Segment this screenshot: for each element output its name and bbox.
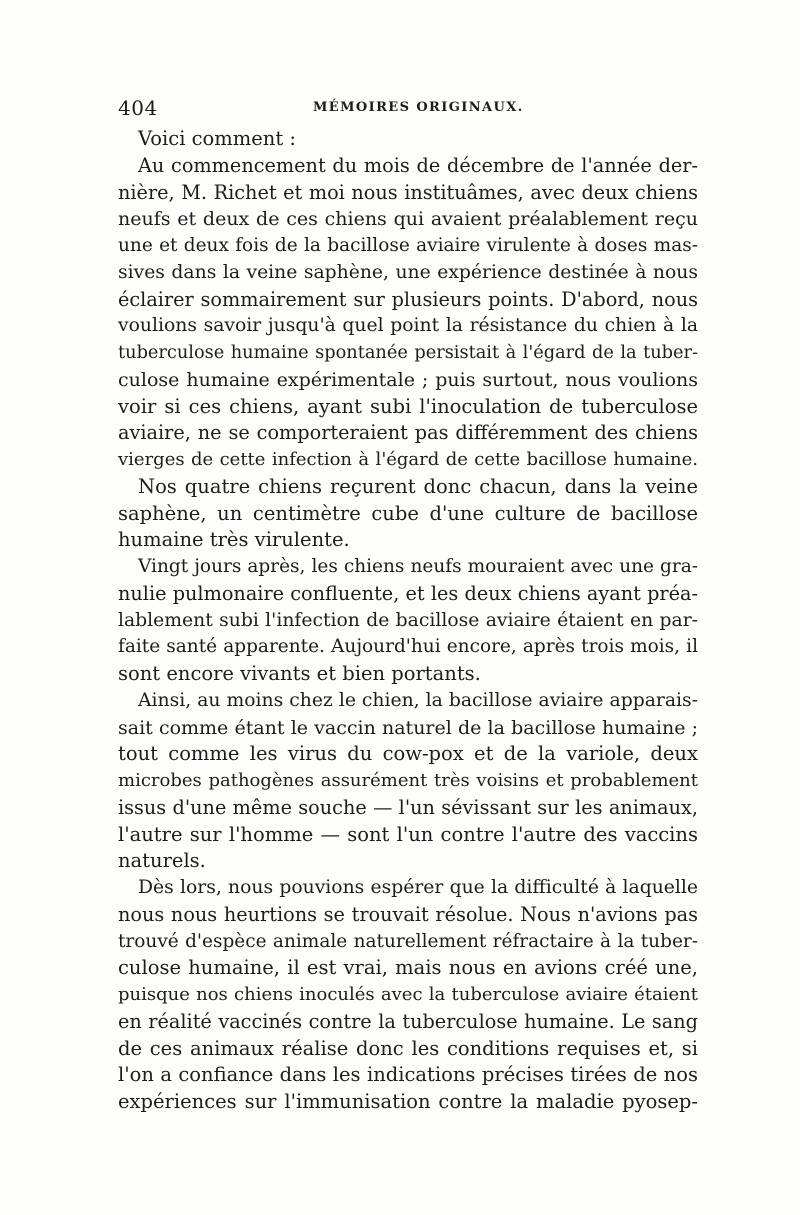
page-number: 404 bbox=[118, 96, 158, 120]
text-line: naturels. bbox=[118, 849, 206, 873]
text-line: Ainsi, au moins chez le chien, la bacillose aviaire apparais- bbox=[138, 689, 698, 711]
text-line: expériences sur l'immunisation contre la maladie pyosep- bbox=[118, 1090, 698, 1113]
text-line: de ces animaux réalise donc les conditions requises et, si bbox=[118, 1036, 698, 1060]
paragraph bbox=[118, 875, 698, 1116]
text-line: lablement subi l'infection de bacillose aviaire étaient en par- bbox=[118, 609, 698, 631]
text-line: Vingt jours après, les chiens neufs mouraient avec une gra- bbox=[138, 556, 698, 577]
body-text bbox=[118, 126, 698, 1116]
running-title: MÉMOIRES ORIGINAUX. bbox=[313, 100, 524, 115]
text-line: tuberculose humaine spontanée persistait à l'égard de la tuber- bbox=[118, 343, 698, 363]
text-line: sives dans la veine saphène, une expérience destinée à nous bbox=[118, 261, 698, 283]
text-line: nulie pulmonaire confluente, et les deux chiens ayant préa- bbox=[118, 581, 698, 605]
paragraph bbox=[118, 126, 698, 153]
text-line: neufs et deux de ces chiens qui avaient préalablement reçu bbox=[118, 208, 698, 231]
text-line: sont encore vivants et bien portants. bbox=[118, 662, 481, 685]
text-line: vierges de cette infection à l'égard de cette bacillose humaine. bbox=[118, 449, 698, 470]
text-line: issus d'une même souche — l'un sévissant sur les animaux, bbox=[118, 795, 698, 819]
text-line: trouvé d'espèce animale naturellement réfractaire à la tuber- bbox=[118, 930, 698, 952]
paragraph bbox=[118, 554, 698, 688]
text-line: culose humaine, il est vrai, mais nous en avions créé une, bbox=[118, 956, 698, 980]
text-line: l'on a confiance dans les indications précises tirées de nos bbox=[118, 1063, 698, 1087]
text-line: nous nous heurtions se trouvait résolue. Nous n'avions pas bbox=[118, 902, 698, 926]
text-line: aviaire, ne se comporteraient pas différemment des chiens bbox=[118, 421, 698, 445]
text-line: voulions savoir jusqu'à quel point la résistance du chien à la bbox=[118, 315, 698, 337]
text-line: tout comme les virus du cow-pox et de la variole, deux bbox=[118, 742, 698, 766]
text-line: humaine très virulente. bbox=[118, 528, 350, 552]
text-line: Dès lors, nous pouvions espérer que la difficulté à laquelle bbox=[138, 877, 698, 898]
text-line: faite santé apparente. Aujourd'hui encore, après trois mois, il bbox=[118, 636, 698, 658]
text-line: culose humaine expérimentale ; puis surtout, nous voulions bbox=[118, 368, 698, 391]
text-line: éclairer sommairement sur plusieurs points. D'abord, nous bbox=[118, 287, 698, 311]
text-line: puisque nos chiens inoculés avec la tuberculose aviaire étaient bbox=[118, 984, 698, 1005]
text-line: une et deux fois de la bacillose aviaire virulente à doses mas- bbox=[118, 235, 698, 256]
running-head bbox=[118, 96, 696, 120]
text-line: Au commencement du mois de décembre de l'année der- bbox=[138, 153, 698, 177]
text-line: l'autre sur l'homme — sont l'un contre l'autre des vaccins bbox=[118, 822, 698, 846]
text-line: sait comme étant le vaccin naturel de la bacillose humaine ; bbox=[118, 716, 698, 739]
text-line: en réalité vaccinés contre la tuberculose humaine. Le sang bbox=[118, 1009, 698, 1033]
paragraph bbox=[118, 474, 698, 554]
text-line: voir si ces chiens, ayant subi l'inoculation de tuberculose bbox=[118, 394, 698, 418]
text-line: Nos quatre chiens reçurent donc chacun, dans la veine bbox=[138, 474, 698, 498]
text-line: microbes pathogènes assurément très voisins et probablement bbox=[118, 770, 698, 791]
paragraph bbox=[118, 153, 698, 474]
paragraph bbox=[118, 688, 698, 875]
text-line: nière, M. Richet et moi nous instituâmes, avec deux chiens bbox=[118, 180, 698, 204]
text-line: saphène, un centimètre cube d'une culture de bacillose bbox=[118, 501, 698, 525]
text-line: Voici comment : bbox=[138, 127, 296, 150]
